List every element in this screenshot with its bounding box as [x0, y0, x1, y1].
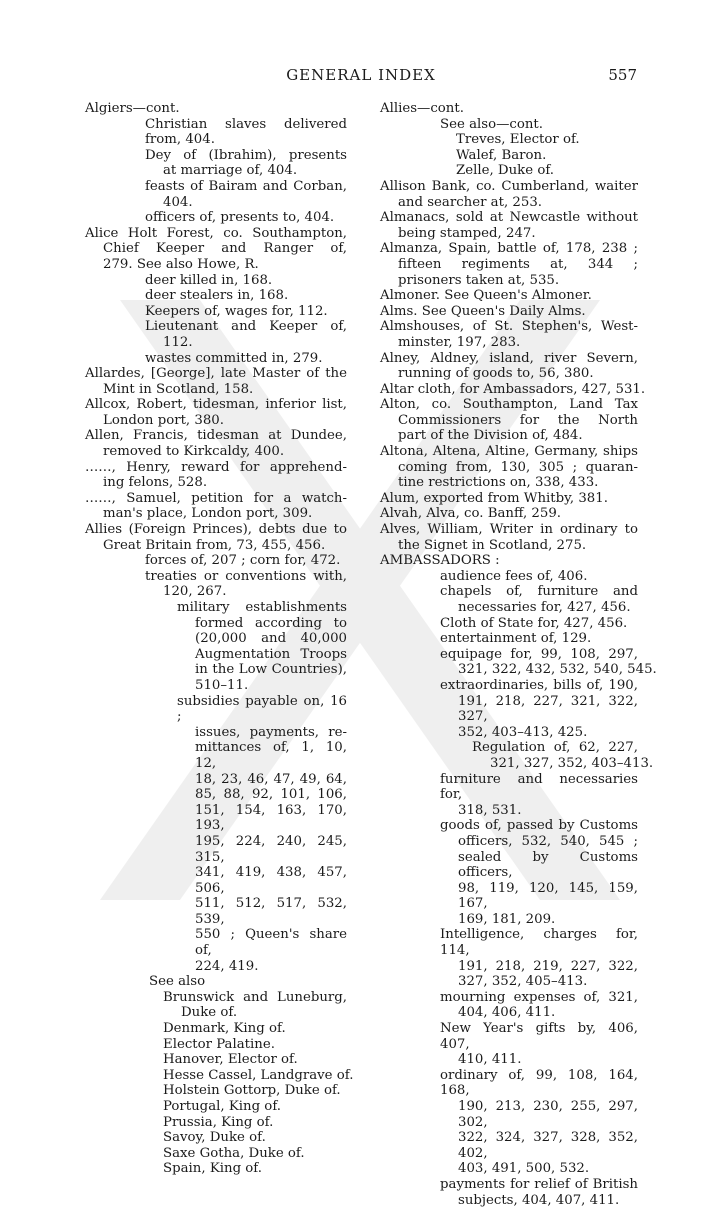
index-line: Hesse Cassel, Landgrave of.	[163, 1067, 354, 1083]
index-line: Almanza, Spain, battle of, 178, 238 ;	[380, 241, 638, 257]
index-line: audience fees of, 406.	[440, 568, 588, 584]
index-line: Alves, William, Writer in ordinary to	[380, 522, 638, 538]
index-line: Alton, co. Southampton, Land Tax	[380, 397, 638, 413]
index-line: mourning expenses of, 321,	[440, 989, 638, 1005]
index-line: removed to Kirkcaldy, 400.	[103, 444, 285, 460]
index-line: Great Britain from, 73, 455, 456.	[103, 537, 326, 553]
index-line: 195, 224, 240, 245, 315,	[195, 833, 347, 865]
index-line: Savoy, Duke of.	[163, 1130, 266, 1146]
index-line: man's place, London port, 309.	[103, 506, 313, 522]
index-line: 18, 23, 46, 47, 49, 64,	[195, 771, 347, 787]
index-line: AMBASSADORS :	[380, 553, 500, 569]
index-line: officers, 532, 540, 545 ;	[458, 833, 638, 849]
index-line: Altona, Altena, Altine, Germany, ships	[380, 444, 638, 460]
index-line: Alvah, Alva, co. Banff, 259.	[380, 506, 562, 522]
index-line: Zelle, Duke of.	[456, 163, 554, 179]
index-column-left	[85, 101, 354, 1177]
page-number: 557	[608, 66, 637, 84]
index-line: 279. See also Howe, R.	[103, 256, 259, 272]
index-line: Holstein Gottorp, Duke of.	[163, 1083, 341, 1099]
index-line: Algiers—cont.	[85, 101, 180, 116]
index-line: Christian slaves delivered	[145, 116, 347, 132]
index-line: 403, 491, 500, 532.	[458, 1161, 590, 1177]
index-line: fifteen regiments at, 344 ;	[398, 256, 638, 272]
index-line: furniture and necessaries for,	[440, 771, 638, 803]
index-line: Spain, King of.	[163, 1161, 262, 1177]
index-line: ……, Samuel, petition for a watch-	[85, 490, 347, 506]
index-line: wastes committed in, 279.	[145, 350, 323, 366]
index-line: necessaries for, 427, 456.	[458, 600, 631, 615]
index-line: Alms. See Queen's Daily Alms.	[380, 303, 586, 319]
index-line: Alum, exported from Whitby, 381.	[380, 490, 608, 506]
index-line: 151, 154, 163, 170, 193,	[195, 802, 347, 834]
index-line: part of the Division of, 484.	[398, 428, 583, 444]
index-line: Almanacs, sold at Newcastle without	[380, 210, 638, 226]
index-line: sealed by Customs officers,	[458, 849, 638, 881]
index-line: 98, 119, 120, 145, 159, 167,	[458, 880, 638, 912]
index-line: 410, 411.	[458, 1052, 522, 1068]
index-line: 550 ; Queen's share of,	[195, 927, 347, 959]
index-line: Allen, Francis, tidesman at Dundee,	[85, 428, 347, 444]
index-line: 322, 324, 327, 328, 352, 402,	[458, 1130, 638, 1161]
index-line: prisoners taken at, 535.	[398, 272, 560, 288]
index-line: Almshouses, of St. Stephen's, West-	[380, 319, 638, 335]
index-line: minster, 197, 283.	[398, 334, 521, 350]
index-line: treaties or conventions with,	[145, 568, 347, 584]
index-line: chapels of, furniture and	[440, 584, 638, 600]
index-line: 190, 213, 230, 255, 297, 302,	[458, 1099, 638, 1130]
index-line: Allies (Foreign Princes), debts due to	[85, 522, 347, 538]
index-line: Allcox, Robert, tidesman, inferior list,	[85, 397, 347, 413]
index-line: being stamped, 247.	[398, 225, 536, 241]
index-line: Almoner. See Queen's Almoner.	[380, 288, 592, 304]
index-line: 511, 512, 517, 532, 539,	[195, 896, 347, 927]
index-line: Elector Palatine.	[163, 1036, 275, 1052]
index-line: Mint in Scotland, 158.	[103, 381, 254, 397]
index-line: Intelligence, charges for, 114,	[440, 927, 638, 959]
index-line: forces of, 207 ; corn for, 472.	[145, 553, 341, 569]
index-line: 327, 352, 405–413.	[458, 974, 588, 990]
index-column-right	[380, 101, 657, 1208]
index-line: Saxe Gotha, Duke of.	[163, 1145, 305, 1161]
index-line: 404, 406, 411.	[458, 1005, 556, 1021]
index-line: Allison Bank, co. Cumberland, waiter	[380, 178, 638, 194]
index-line: 321, 322, 432, 532, 540, 545.	[458, 662, 657, 678]
index-line: entertainment of, 129.	[440, 631, 592, 647]
index-line: Alice Holt Forest, co. Southampton,	[85, 225, 347, 241]
index-line: formed according to	[195, 615, 347, 631]
index-line: Prussia, King of.	[163, 1114, 274, 1130]
index-line: 169, 181, 209.	[458, 911, 556, 927]
index-line: 85, 88, 92, 101, 106,	[195, 787, 347, 803]
index-line: coming from, 130, 305 ; quaran-	[398, 459, 638, 475]
index-line: 224, 419.	[195, 958, 259, 974]
index-line: running of goods to, 56, 380.	[398, 366, 594, 382]
index-line: mittances of, 1, 10, 12,	[195, 740, 347, 771]
index-line: in the Low Countries),	[195, 662, 347, 678]
index-line: Walef, Baron.	[456, 147, 547, 163]
index-line: feasts of Bairam and Corban,	[145, 178, 347, 194]
index-line: subjects, 404, 407, 411.	[458, 1192, 620, 1208]
index-line: Altar cloth, for Ambassadors, 427, 531.	[380, 381, 646, 397]
index-line: 352, 403–413, 425.	[458, 724, 588, 740]
index-line: Keepers of, wages for, 112.	[145, 303, 328, 319]
index-line: from, 404.	[145, 132, 215, 148]
index-line: See also—cont.	[440, 116, 543, 132]
index-line: See also	[149, 974, 206, 990]
index-line: and searcher at, 253.	[398, 194, 542, 210]
index-line: 404.	[163, 194, 193, 210]
index-line: officers of, presents to, 404.	[145, 210, 335, 226]
index-line: Augmentation Troops	[195, 646, 347, 662]
index-line: issues, payments, re-	[195, 724, 347, 740]
index-line: Lieutenant and Keeper of,	[145, 319, 347, 335]
index-line: 341, 419, 438, 457, 506,	[195, 865, 347, 896]
index-line: tine restrictions on, 338, 433.	[398, 475, 599, 491]
index-line: 120, 267.	[163, 584, 227, 600]
index-line: 191, 218, 227, 321, 322, 327,	[458, 693, 638, 725]
index-line: 321, 327, 352, 403–413.	[490, 755, 654, 771]
index-line: Treves, Elector of.	[456, 132, 580, 148]
index-line: Denmark, King of.	[163, 1021, 286, 1037]
index-line: goods of, passed by Customs	[440, 818, 638, 834]
index-line: extraordinaries, bills of, 190,	[440, 677, 638, 693]
index-line: ing felons, 528.	[103, 475, 208, 491]
index-line: Brunswick and Luneburg,	[163, 989, 347, 1005]
index-line: 191, 218, 219, 227, 322,	[458, 958, 638, 974]
index-line: London port, 380.	[103, 412, 224, 428]
index-line: (20,000 and 40,000	[195, 631, 347, 647]
index-line: 318, 531.	[458, 802, 522, 818]
index-line: Allies—cont.	[380, 101, 464, 116]
index-line: at marriage of, 404.	[163, 163, 298, 179]
index-line: military establishments	[177, 600, 347, 615]
index-line: Cloth of State for, 427, 456.	[440, 615, 628, 631]
running-head: GENERAL INDEX	[286, 66, 436, 84]
index-line: Commissioners for the North	[398, 412, 638, 428]
index-line: Allardes, [George], late Master of the	[85, 366, 347, 382]
index-line: payments for relief of British	[440, 1176, 638, 1192]
index-line: 112.	[163, 334, 193, 350]
index-line: equipage for, 99, 108, 297,	[440, 646, 638, 662]
index-line: 510–11.	[195, 677, 249, 693]
index-line: Dey of (Ibrahim), presents	[145, 147, 347, 163]
index-line: Chief Keeper and Ranger of,	[103, 241, 347, 257]
index-line: deer stealers in, 168.	[145, 288, 289, 304]
index-line: Portugal, King of.	[163, 1099, 281, 1114]
index-line: Hanover, Elector of.	[163, 1052, 298, 1068]
index-line: deer killed in, 168.	[145, 272, 273, 288]
index-line: ordinary of, 99, 108, 164, 168,	[440, 1067, 638, 1099]
index-line: New Year's gifts by, 406, 407,	[440, 1021, 638, 1052]
index-line: ……, Henry, reward for apprehend-	[85, 459, 347, 475]
index-line: subsidies payable on, 16 ;	[177, 693, 347, 725]
index-line: Regulation of, 62, 227,	[472, 740, 638, 756]
index-line: Duke of.	[181, 1005, 238, 1021]
index-line: the Signet in Scotland, 275.	[398, 537, 587, 553]
index-line: Alney, Aldney, island, river Severn,	[380, 350, 638, 366]
